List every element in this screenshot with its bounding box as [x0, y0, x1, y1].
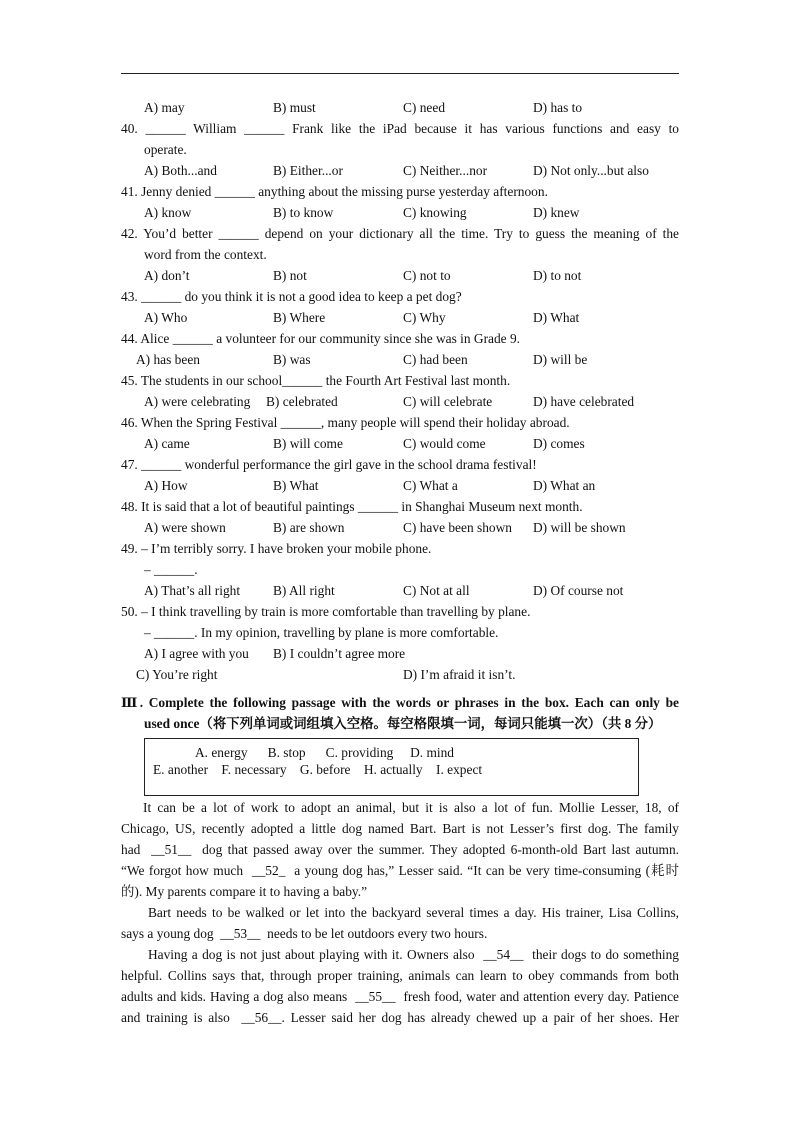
word-box-row-1: A. energy B. stop C. providing D. mind: [195, 745, 455, 760]
option-a: A) has been: [136, 352, 200, 367]
question-40-cont: operate.: [144, 142, 187, 157]
option-b: B) to know: [273, 205, 334, 220]
option-b: B) celebrated: [266, 394, 338, 409]
question-47: 47. ______ wonderful performance the girl gave in the school drama festival!: [121, 457, 537, 472]
option-c: C) had been: [403, 352, 468, 367]
option-d: D) knew: [533, 205, 580, 220]
option-a: A) came: [144, 436, 190, 451]
option-a: A) How: [144, 478, 188, 493]
option-b: B) are shown: [273, 520, 345, 535]
passage-line: It can be a lot of work to adopt an animal, but it is also a lot of fun. Mollie Lesser, 18, of: [143, 800, 679, 815]
passage-line: Chicago, US, recently adopted a little dog named Bart. Bart is not Lesser’s first dog. The family: [121, 821, 679, 836]
option-a: A) were celebrating: [144, 394, 251, 409]
question-43: 43. ______ do you think it is not a good idea to keep a pet dog?: [121, 289, 462, 304]
word-box: [144, 738, 639, 796]
option-b: B) Where: [273, 310, 326, 325]
option-d: D) will be shown: [533, 520, 626, 535]
option-c: C) have been shown: [403, 520, 512, 535]
question-40: 40. ______ William ______ Frank like the iPad because it has various functions and easy to: [121, 121, 679, 136]
option-c: C) need: [403, 100, 446, 115]
option-a: A) That’s all right: [144, 583, 241, 598]
option-a: A) I agree with you: [144, 646, 249, 661]
section-heading: Ⅲ. Complete the following passage with the words or phrases in the box. Each can only be: [121, 695, 679, 710]
option-b: B) not: [273, 268, 307, 283]
option-d: D) will be: [533, 352, 588, 367]
option-c: C) Neither...nor: [403, 163, 488, 178]
option-a: A) may: [144, 100, 185, 115]
question-46: 46. When the Spring Festival ______, many people will spend their holiday abroad.: [121, 415, 570, 430]
option-c: C) Why: [403, 310, 446, 325]
option-a: A) know: [144, 205, 192, 220]
option-b: B) must: [273, 100, 316, 115]
question-50: 50. – I think travelling by train is more comfortable than travelling by plane.: [121, 604, 531, 619]
passage-line: and training is also __56__. Lesser said her dog has already chewed up a pair of her shoes. Her: [121, 1010, 679, 1025]
header-rule: [121, 73, 679, 74]
option-c: C) knowing: [403, 205, 467, 220]
question-42: 42. You’d better ______ depend on your dictionary all the time. Try to guess the meaning of the: [121, 226, 679, 241]
option-d: D) comes: [533, 436, 585, 451]
option-c: C) would come: [403, 436, 486, 451]
option-a: A) Who: [144, 310, 188, 325]
option-c: C) You’re right: [136, 667, 218, 682]
option-c: C) What a: [403, 478, 458, 493]
option-c: C) Not at all: [403, 583, 470, 598]
option-d: D) Of course not: [533, 583, 624, 598]
question-42-cont: word from the context.: [144, 247, 267, 262]
question-48: 48. It is said that a lot of beautiful paintings ______ in Shanghai Museum next month.: [121, 499, 583, 514]
word-box-row-2: E. another F. necessary G. before H. actually I. expect: [153, 762, 483, 777]
option-b: B) will come: [273, 436, 343, 451]
option-b: B) All right: [273, 583, 335, 598]
passage-line: “We forgot how much __52_ a young dog has,” Lesser said. “It can be very time-consuming (耗时: [121, 863, 679, 878]
option-b: B) I couldn’t agree more: [273, 646, 406, 661]
question-49: 49. – I’m terribly sorry. I have broken your mobile phone.: [121, 541, 432, 556]
passage-line: 的). My parents compare it to having a baby.”: [121, 884, 368, 899]
option-b: B) Either...or: [273, 163, 343, 178]
question-45: 45. The students in our school______ the Fourth Art Festival last month.: [121, 373, 511, 388]
option-d: D) to not: [533, 268, 582, 283]
option-a: A) don’t: [144, 268, 190, 283]
passage-line: adults and kids. Having a dog also means __55__ fresh food, water and attention every day. Patience: [121, 989, 679, 1004]
option-d: D) I’m afraid it isn’t.: [403, 667, 516, 682]
option-a: A) Both...and: [144, 163, 217, 178]
question-50-reply: – ______. In my opinion, travelling by plane is more comfortable.: [144, 625, 499, 640]
question-41: 41. Jenny denied ______ anything about the missing purse yesterday afternoon.: [121, 184, 548, 199]
passage-line: says a young dog __53__ needs to be let outdoors every two hours.: [121, 926, 488, 941]
passage-line: Bart needs to be walked or let into the backyard several times a day. His trainer, Lisa Collins,: [148, 905, 679, 920]
option-d: D) Not only...but also: [533, 163, 649, 178]
option-d: D) have celebrated: [533, 394, 635, 409]
passage-line: had __51__ dog that passed away over the summer. They adopted 6-month-old Bart last autumn.: [121, 842, 679, 857]
option-a: A) were shown: [144, 520, 226, 535]
option-b: B) was: [273, 352, 311, 367]
option-d: D) has to: [533, 100, 583, 115]
section-heading-cont: used once（将下列单词或词组填入空格。每空格限填一词，每词只能填一次）（共 8 分）: [144, 716, 662, 731]
passage-line: helpful. Collins says that, through proper training, animals can learn to obey commands from both: [121, 968, 679, 983]
option-d: D) What: [533, 310, 580, 325]
option-d: D) What an: [533, 478, 596, 493]
option-c: C) not to: [403, 268, 451, 283]
passage-line: Having a dog is not just about playing with it. Owners also __54__ their dogs to do something: [148, 947, 679, 962]
option-c: C) will celebrate: [403, 394, 493, 409]
question-44: 44. Alice ______ a volunteer for our community since she was in Grade 9.: [121, 331, 521, 346]
option-b: B) What: [273, 478, 319, 493]
question-49-reply: – ______.: [144, 562, 198, 577]
